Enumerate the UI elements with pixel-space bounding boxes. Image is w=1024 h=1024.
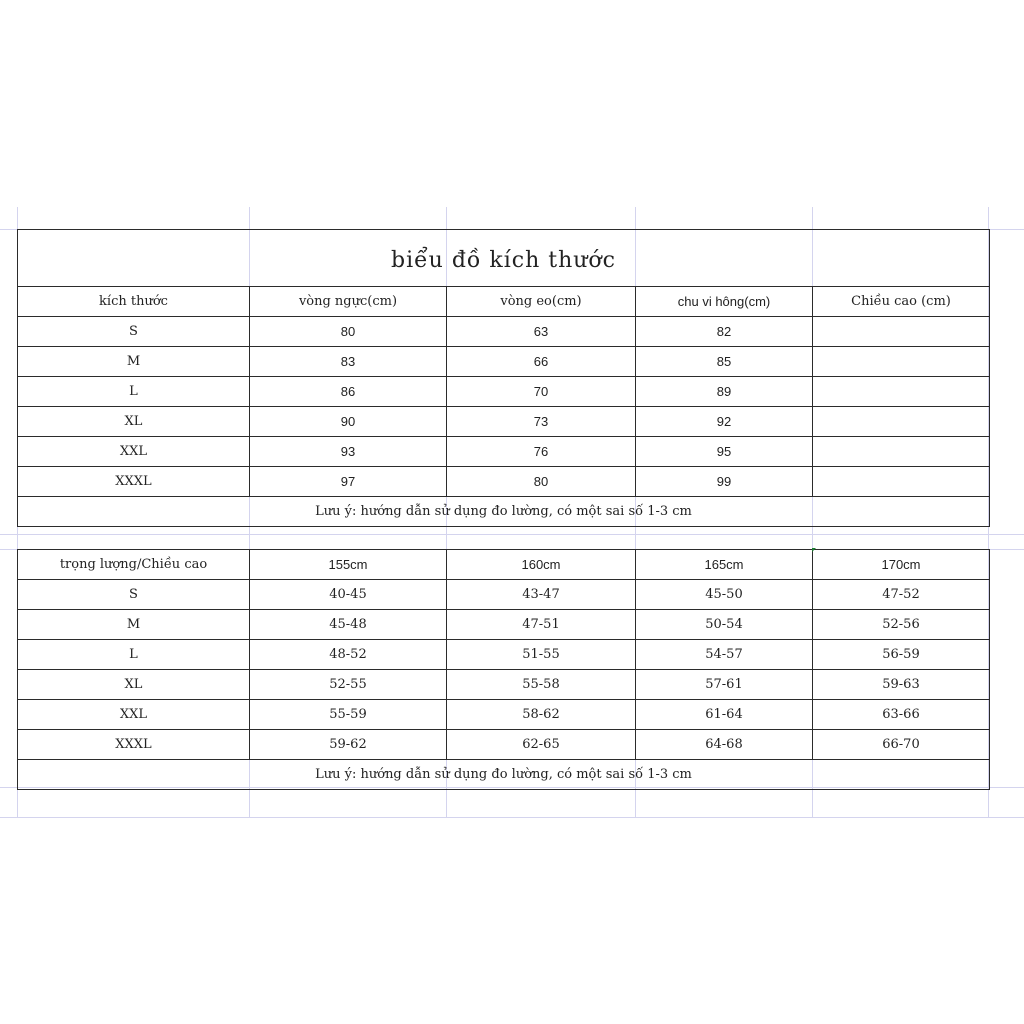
waist-cell[interactable]: 70 xyxy=(447,377,636,407)
weight-range-cell[interactable]: 64-68 xyxy=(636,730,813,760)
weight-range-cell[interactable]: 52-56 xyxy=(813,610,990,640)
note-row xyxy=(18,760,990,790)
weight-range-cell[interactable]: 58-62 xyxy=(447,700,636,730)
chest-cell[interactable]: 90 xyxy=(250,407,447,437)
chest-cell[interactable]: 80 xyxy=(250,317,447,347)
hip-cell[interactable]: 92 xyxy=(636,407,813,437)
weight-range-cell[interactable]: 59-63 xyxy=(813,670,990,700)
size-cell[interactable]: M xyxy=(18,347,250,377)
cell-comment-marker-icon xyxy=(812,548,816,552)
table-row xyxy=(18,377,990,407)
waist-cell[interactable]: 66 xyxy=(447,347,636,377)
height-cell[interactable] xyxy=(813,437,990,467)
weight-range-cell[interactable]: 40-45 xyxy=(250,580,447,610)
size-cell[interactable]: M xyxy=(18,610,250,640)
weight-range-cell[interactable]: 59-62 xyxy=(250,730,447,760)
height-cell[interactable] xyxy=(813,317,990,347)
weight-height-table xyxy=(17,549,990,790)
weight-range-cell[interactable]: 66-70 xyxy=(813,730,990,760)
height-cell[interactable] xyxy=(813,347,990,377)
weight-range-cell[interactable]: 62-65 xyxy=(447,730,636,760)
table-row xyxy=(18,640,990,670)
size-cell[interactable]: XL xyxy=(18,407,250,437)
size-cell[interactable]: L xyxy=(18,640,250,670)
weight-range-cell[interactable]: 55-59 xyxy=(250,700,447,730)
weight-range-cell[interactable]: 55-58 xyxy=(447,670,636,700)
height-cell[interactable] xyxy=(813,377,990,407)
size-cell[interactable]: XXL xyxy=(18,437,250,467)
title-row xyxy=(18,230,990,287)
height-cell[interactable] xyxy=(813,407,990,437)
chest-cell[interactable]: 86 xyxy=(250,377,447,407)
weight-range-cell[interactable]: 63-66 xyxy=(813,700,990,730)
chest-cell[interactable]: 83 xyxy=(250,347,447,377)
table-row xyxy=(18,670,990,700)
hip-cell[interactable]: 89 xyxy=(636,377,813,407)
size-cell[interactable]: XXL xyxy=(18,700,250,730)
table-row xyxy=(18,317,990,347)
header-cell[interactable]: kích thước xyxy=(18,287,250,317)
table-row xyxy=(18,437,990,467)
table-row xyxy=(18,700,990,730)
measurement-note[interactable]: Lưu ý: hướng dẫn sử dụng đo lường, có một sai số 1-3 cm xyxy=(18,497,990,527)
chest-cell[interactable]: 97 xyxy=(250,467,447,497)
size-cell[interactable]: XL xyxy=(18,670,250,700)
weight-range-cell[interactable]: 48-52 xyxy=(250,640,447,670)
header-cell[interactable]: 155cm xyxy=(250,550,447,580)
measurement-note[interactable]: Lưu ý: hướng dẫn sử dụng đo lường, có một sai số 1-3 cm xyxy=(18,760,990,790)
weight-range-cell[interactable]: 45-50 xyxy=(636,580,813,610)
size-cell[interactable]: S xyxy=(18,317,250,347)
header-cell[interactable]: Chiều cao (cm) xyxy=(813,287,990,317)
waist-cell[interactable]: 63 xyxy=(447,317,636,347)
weight-range-cell[interactable]: 47-52 xyxy=(813,580,990,610)
size-cell[interactable]: S xyxy=(18,580,250,610)
hip-cell[interactable]: 99 xyxy=(636,467,813,497)
header-cell[interactable]: vòng eo(cm) xyxy=(447,287,636,317)
hip-cell[interactable]: 85 xyxy=(636,347,813,377)
table-row xyxy=(18,467,990,497)
weight-range-cell[interactable]: 57-61 xyxy=(636,670,813,700)
chart-title[interactable]: biểu đồ kích thước xyxy=(18,230,990,287)
size-chart-table xyxy=(17,229,990,527)
chest-cell[interactable]: 93 xyxy=(250,437,447,467)
header-cell[interactable]: chu vi hông(cm) xyxy=(636,287,813,317)
header-row xyxy=(18,550,990,580)
note-row xyxy=(18,497,990,527)
header-cell[interactable]: vòng ngực(cm) xyxy=(250,287,447,317)
table-row xyxy=(18,730,990,760)
header-row xyxy=(18,287,990,317)
header-cell[interactable]: 170cm xyxy=(813,550,990,580)
header-cell[interactable]: trọng lượng/Chiều cao xyxy=(18,550,250,580)
weight-range-cell[interactable]: 45-48 xyxy=(250,610,447,640)
table-row xyxy=(18,407,990,437)
weight-range-cell[interactable]: 54-57 xyxy=(636,640,813,670)
size-cell[interactable]: L xyxy=(18,377,250,407)
height-cell[interactable] xyxy=(813,467,990,497)
header-cell[interactable]: 160cm xyxy=(447,550,636,580)
weight-range-cell[interactable]: 43-47 xyxy=(447,580,636,610)
waist-cell[interactable]: 76 xyxy=(447,437,636,467)
weight-range-cell[interactable]: 52-55 xyxy=(250,670,447,700)
weight-range-cell[interactable]: 61-64 xyxy=(636,700,813,730)
table-row xyxy=(18,347,990,377)
size-cell[interactable]: XXXL xyxy=(18,467,250,497)
weight-range-cell[interactable]: 47-51 xyxy=(447,610,636,640)
waist-cell[interactable]: 73 xyxy=(447,407,636,437)
waist-cell[interactable]: 80 xyxy=(447,467,636,497)
header-cell[interactable]: 165cm xyxy=(636,550,813,580)
table-row xyxy=(18,580,990,610)
hip-cell[interactable]: 95 xyxy=(636,437,813,467)
weight-range-cell[interactable]: 50-54 xyxy=(636,610,813,640)
hip-cell[interactable]: 82 xyxy=(636,317,813,347)
table-row xyxy=(18,610,990,640)
weight-range-cell[interactable]: 51-55 xyxy=(447,640,636,670)
weight-range-cell[interactable]: 56-59 xyxy=(813,640,990,670)
size-cell[interactable]: XXXL xyxy=(18,730,250,760)
